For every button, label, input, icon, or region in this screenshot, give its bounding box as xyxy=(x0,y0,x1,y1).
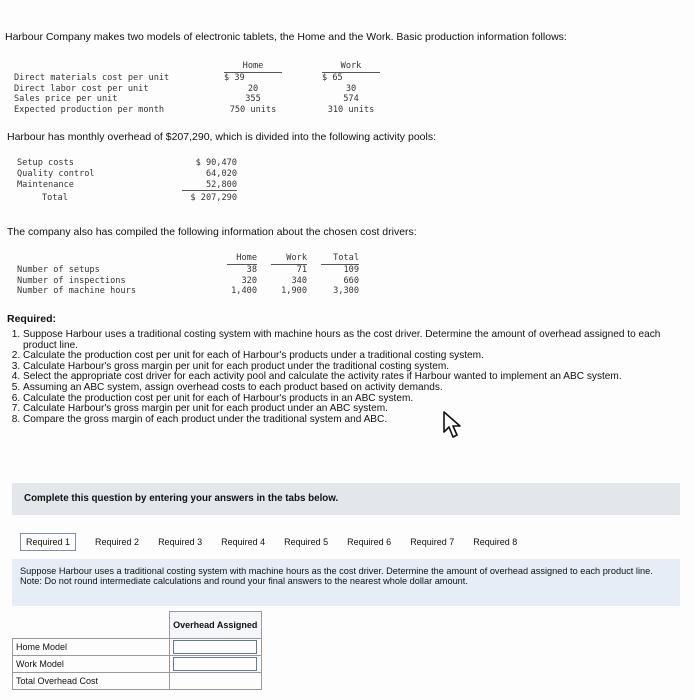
table-row: Direct materials cost per unit $ 39 $ 65 xyxy=(14,72,343,83)
tab-required-3[interactable]: Required 3 xyxy=(158,537,203,547)
answer-table xyxy=(12,611,262,690)
pointer-cursor-icon xyxy=(436,410,466,442)
production-table xyxy=(14,61,380,116)
tab-required-6[interactable]: Required 6 xyxy=(347,537,392,547)
tab-required-7[interactable]: Required 7 xyxy=(410,537,455,547)
table-row: Sales price per unit 355 574 xyxy=(14,94,359,105)
tab-required-1[interactable]: Required 1 xyxy=(20,533,76,551)
home-model-overhead-input[interactable] xyxy=(173,640,257,654)
intro-text: Harbour Company makes two models of electronic tablets, the Home and the Work. Basic production information follows: xyxy=(5,31,567,43)
col-work: Work xyxy=(322,61,380,72)
table-row: Number of inspections 320 340 660 xyxy=(17,275,359,286)
requirement-tabs xyxy=(12,528,680,556)
col-work: Work xyxy=(271,253,307,264)
table-row xyxy=(13,639,262,656)
requirements-list xyxy=(7,330,678,425)
col-total: Total xyxy=(321,253,359,264)
table-row xyxy=(13,656,262,673)
instruction-panel xyxy=(12,559,680,606)
list-item: 3. Calculate Harbour's gross margin per unit for each product under the traditional costing system. xyxy=(23,362,678,373)
col-home: Home xyxy=(227,253,257,264)
work-model-overhead-input[interactable] xyxy=(173,657,257,671)
instruction-text: Suppose Harbour uses a traditional costing system with machine hours as the cost driver. Determine the amount of overhead assigned to each product line. xyxy=(20,566,653,576)
required-heading: Required: xyxy=(7,313,57,325)
tab-required-5[interactable]: Required 5 xyxy=(284,537,329,547)
table-row: Quality control 64,020 xyxy=(17,168,237,179)
table-row: Number of setups 38 71 109 xyxy=(17,264,359,275)
table-row: Direct labor cost per unit 20 30 xyxy=(14,83,357,94)
list-item: 4. Select the appropriate cost driver for each activity pool and calculate the activity rates if Harbour wanted to implement an ABC system. xyxy=(23,372,678,383)
table-row: Setup costs $ 90,470 xyxy=(17,158,237,168)
cost-drivers-table xyxy=(17,253,359,297)
list-item: 2. Calculate the production cost per unit for each of Harbour's products under a traditional costing system. xyxy=(23,351,678,362)
table-row xyxy=(13,673,262,690)
home-model-label: Home Model xyxy=(13,639,170,656)
total-overhead-label: Total Overhead Cost xyxy=(13,673,170,690)
table-row: Number of machine hours 1,400 1,900 3,300 xyxy=(17,286,359,297)
list-item: 7. Calculate Harbour's gross margin per unit for each product under an ABC system. xyxy=(23,404,678,415)
overhead-intro: Harbour has monthly overhead of $207,290, which is divided into the following activity pools: xyxy=(7,131,436,143)
overhead-assigned-header: Overhead Assigned xyxy=(169,612,262,639)
total-overhead-cell[interactable] xyxy=(169,673,262,690)
list-item: 1. Suppose Harbour uses a traditional costing system with machine hours as the cost driver. Determine the amount of overhead assigned to each product line. xyxy=(23,330,678,351)
tab-required-2[interactable]: Required 2 xyxy=(95,537,140,547)
tab-required-8[interactable]: Required 8 xyxy=(473,537,518,547)
tab-required-4[interactable]: Required 4 xyxy=(221,537,266,547)
complete-banner: Complete this question by entering your answers in the tabs below. xyxy=(12,483,680,515)
table-row: Total $ 207,290 xyxy=(42,192,237,203)
list-item: 5. Assuming an ABC system, assign overhead costs to each product based on activity demands. xyxy=(23,383,678,394)
drivers-intro: The company also has compiled the following information about the chosen cost drivers: xyxy=(7,226,417,238)
table-row: Maintenance 52,800 xyxy=(17,179,237,190)
instruction-note: Note: Do not round intermediate calculations and round your final answers to the nearest whole dollar amount. xyxy=(20,576,468,587)
list-item: 8. Compare the gross margin of each product under the traditional system and ABC. xyxy=(23,415,678,426)
table-row: Expected production per month 750 units 310 units xyxy=(14,105,375,116)
col-home: Home xyxy=(224,61,282,72)
list-item: 6. Calculate the production cost per unit for each of Harbour's products in an ABC system. xyxy=(23,394,678,405)
work-model-label: Work Model xyxy=(13,656,170,673)
activity-pools-table xyxy=(17,158,237,205)
